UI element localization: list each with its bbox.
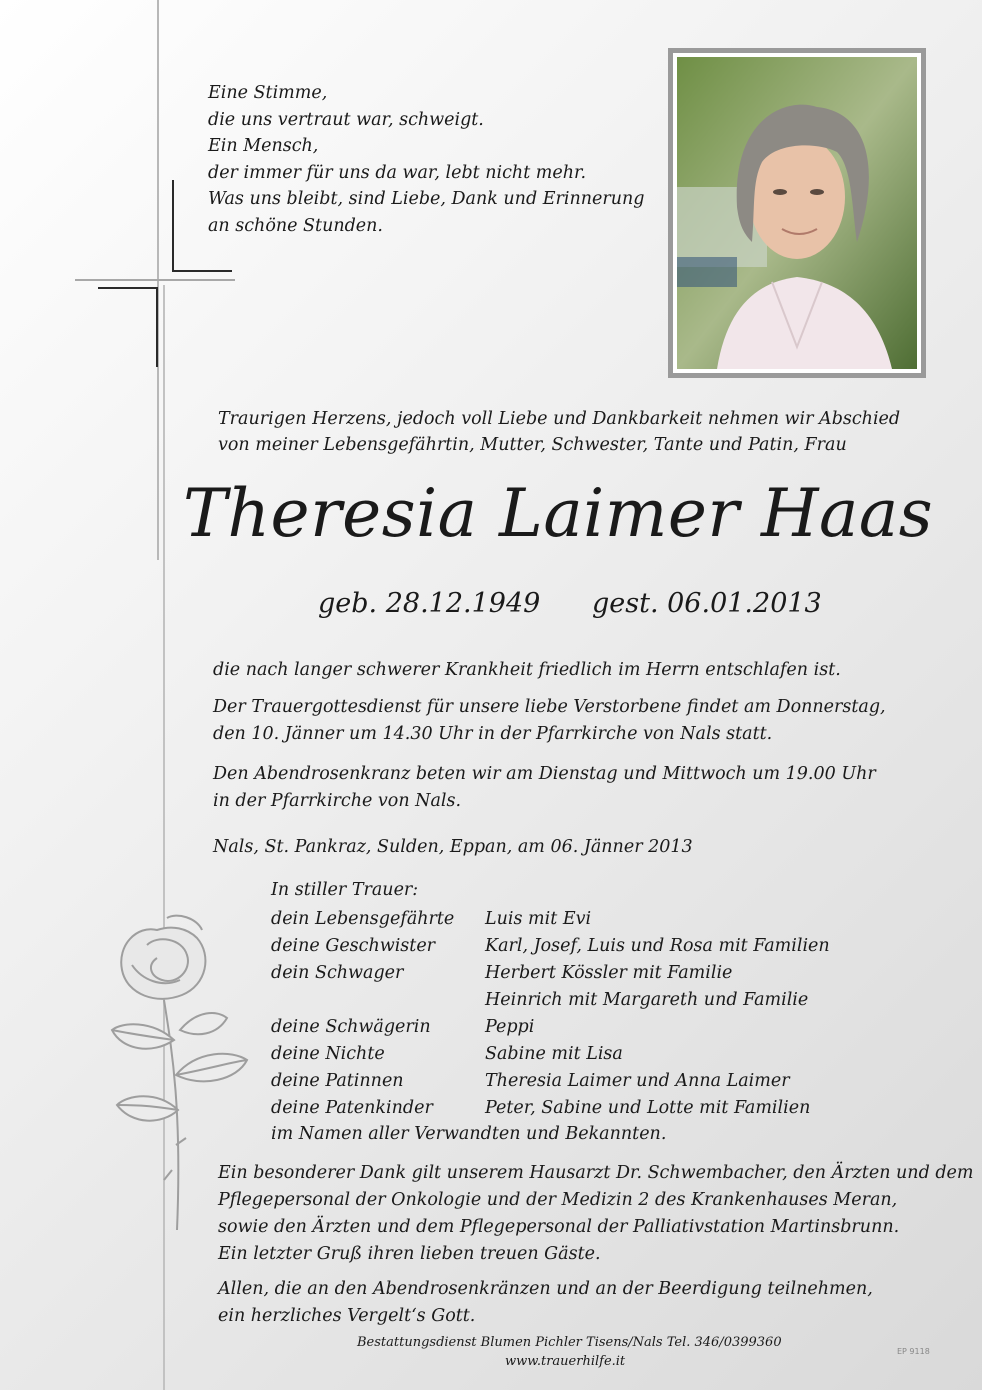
mourner-row: [271, 1095, 830, 1122]
mourner-row: [271, 906, 830, 933]
mourner-relation: deine Patenkinder: [271, 1098, 433, 1118]
text-line: ein herzliches Vergelt‘s Gott.: [218, 1306, 476, 1326]
text-line: Der Trauergottesdienst für unsere liebe Verstorbene findet am Donnerstag,: [213, 697, 886, 717]
cross-accent-line: [98, 287, 158, 289]
mourner-relation: deine Nichte: [271, 1044, 385, 1064]
mourner-row: [271, 1068, 830, 1095]
cross-horizontal-line: [75, 279, 235, 281]
funeral-service-info: Bestattungsdienst Blumen Pichler Tisens/Nals Tel. 346/0399360: [357, 1335, 782, 1350]
mourner-names: Heinrich mit Margareth und Familie: [485, 990, 809, 1010]
poem-line: die uns vertraut war, schweigt.: [208, 109, 484, 130]
thanks-text: [218, 1160, 974, 1268]
text-line: Ein besonderer Dank gilt unserem Hausarzt Dr. Schwembacher, den Ärzten und dem: [218, 1163, 974, 1183]
text-line: sowie den Ärzten und dem Pflegepersonal der Palliativstation Martinsbrunn.: [218, 1217, 900, 1237]
intro-line: von meiner Lebensgefährtin, Mutter, Schwester, Tante und Patin, Frau: [218, 435, 847, 455]
mourner-names: Luis mit Evi: [485, 909, 592, 929]
funeral-service-text: [213, 694, 886, 748]
poem-line: an schöne Stunden.: [208, 215, 383, 236]
mourner-relation: dein Schwager: [271, 963, 404, 983]
mourner-relation: deine Patinnen: [271, 1071, 404, 1091]
birth-date: geb. 28.12.1949: [318, 588, 541, 619]
rosary-text: [213, 761, 876, 815]
portrait-photo: [673, 53, 921, 373]
text-line: in der Pfarrkirche von Nals.: [213, 791, 462, 811]
cross-accent-line: [172, 180, 174, 272]
mourner-relation: [271, 987, 485, 1014]
text-line: den 10. Jänner um 14.30 Uhr in der Pfarrkirche von Nals statt.: [213, 724, 773, 744]
mourner-relation: deine Geschwister: [271, 936, 436, 956]
text-line: Den Abendrosenkranz beten wir am Dienstag und Mittwoch um 19.00 Uhr: [213, 764, 876, 784]
cross-accent-line: [172, 270, 232, 272]
deceased-name: Theresia Laimer Haas: [183, 475, 934, 552]
intro-line: Traurigen Herzens, jedoch voll Liebe und Dankbarkeit nehmen wir Abschied: [218, 409, 901, 429]
passing-text: [213, 657, 841, 684]
mourner-names: Peter, Sabine und Lotte mit Familien: [485, 1098, 811, 1118]
mourner-names: Sabine mit Lisa: [485, 1044, 623, 1064]
intro-text: [218, 406, 900, 458]
gratitude-text: [218, 1276, 873, 1330]
mourner-relation: deine Schwägerin: [271, 1017, 431, 1037]
mourner-relation: dein Lebensgefährte: [271, 909, 455, 929]
mourner-row: [271, 933, 830, 960]
document-code: EP 9118: [897, 1347, 930, 1356]
website-link[interactable]: www.trauerhilfe.it: [505, 1354, 626, 1369]
poem-line: der immer für uns da war, lebt nicht mehr.: [208, 162, 587, 183]
mourner-names: Karl, Josef, Luis und Rosa mit Familien: [485, 936, 830, 956]
text-line: die nach langer schwerer Krankheit friedlich im Herrn entschlafen ist.: [213, 660, 841, 680]
text-line: Nals, St. Pankraz, Sulden, Eppan, am 06. Jänner 2013: [213, 837, 693, 857]
poem-line: Was uns bleibt, sind Liebe, Dank und Erinnerung: [208, 189, 645, 210]
mourner-names: Peppi: [485, 1017, 535, 1037]
mourner-names: Herbert Kössler mit Familie: [485, 963, 733, 983]
mourning-closing: im Namen aller Verwandten und Bekannten.: [271, 1124, 667, 1144]
portrait-frame: [668, 48, 926, 378]
mourning-title: In stiller Trauer:: [271, 880, 419, 900]
mourners-list: [271, 906, 830, 1122]
mourner-names: Theresia Laimer und Anna Laimer: [485, 1071, 790, 1091]
text-line: Allen, die an den Abendrosenkränzen und an der Beerdigung teilnehmen,: [218, 1279, 873, 1299]
text-line: Pflegepersonal der Onkologie und der Medizin 2 des Krankenhauses Meran,: [218, 1190, 898, 1210]
place-date-text: [213, 834, 693, 861]
cross-accent-line: [156, 287, 158, 367]
poem-line: Eine Stimme,: [208, 83, 328, 103]
mourner-row: [271, 960, 830, 987]
poem-line: Ein Mensch,: [208, 136, 319, 157]
mourner-row: [271, 1014, 830, 1041]
text-line: Ein letzter Gruß ihren lieben treuen Gäste.: [218, 1244, 601, 1264]
poem: [208, 80, 644, 240]
death-date: gest. 06.01.2013: [592, 588, 822, 619]
mourner-row: [271, 987, 830, 1014]
mourner-row: [271, 1041, 830, 1068]
